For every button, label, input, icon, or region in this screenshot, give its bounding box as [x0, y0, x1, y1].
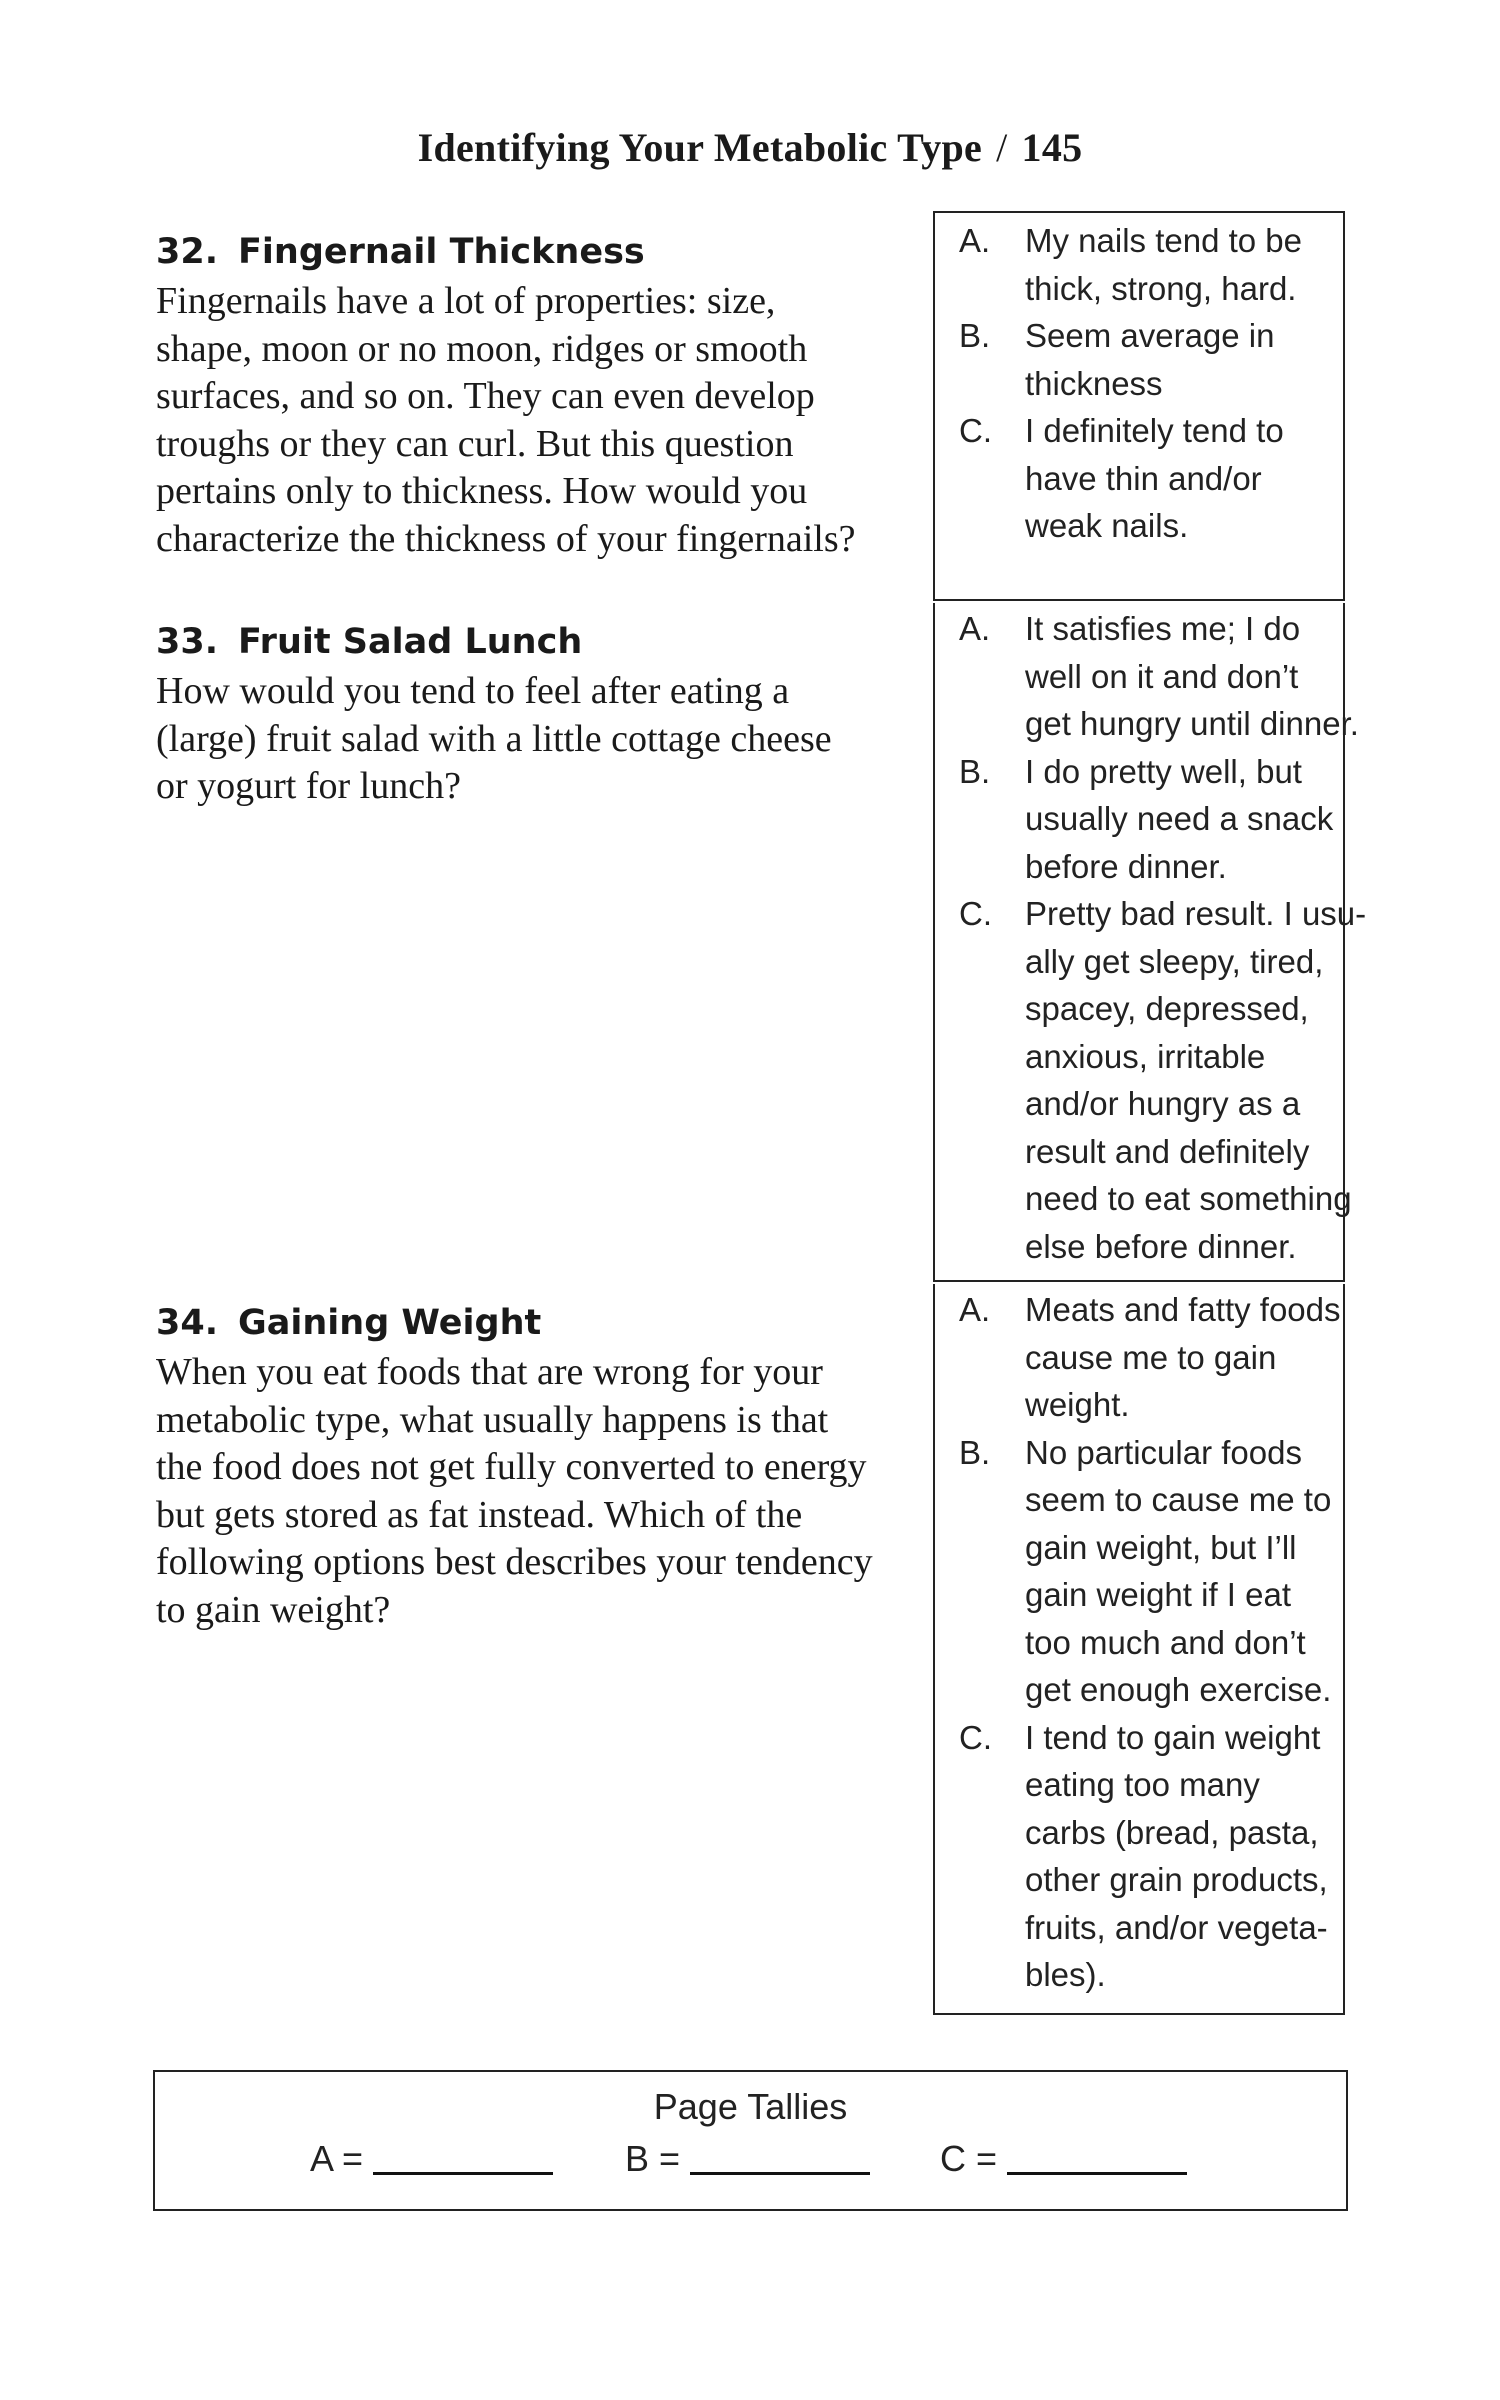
- option-line: usually need a snack: [1025, 800, 1334, 837]
- question-heading: [156, 1297, 916, 1349]
- option-letter: B.: [959, 752, 991, 790]
- body-line: metabolic type, what usually happens is that: [156, 1398, 829, 1441]
- body-line: (large) fruit salad with a little cottage cheese: [156, 717, 832, 760]
- option-line: before dinner.: [1025, 847, 1227, 885]
- body-line: How would you tend to feel after eating a: [156, 670, 790, 712]
- option-line: I definitely tend to: [1025, 412, 1284, 449]
- option-letter: C.: [959, 1718, 992, 1756]
- option-text: [1025, 407, 1343, 550]
- option-line: I tend to gain weight: [1025, 1718, 1321, 1756]
- question-3: [156, 1297, 916, 1634]
- answer-options-box: [933, 211, 1345, 601]
- question-heading: [156, 616, 916, 668]
- answer-option-b[interactable]: [935, 312, 1343, 407]
- tally-a-blank[interactable]: [373, 2138, 553, 2175]
- question-body: [156, 1349, 916, 1634]
- option-text: [1025, 312, 1343, 407]
- option-text: [1025, 890, 1367, 1270]
- question-2: [156, 616, 916, 811]
- question-title: Gaining Weight: [238, 1303, 542, 1343]
- option-letter: A.: [959, 610, 991, 647]
- option-letter: B.: [959, 1433, 991, 1471]
- option-text: [1025, 748, 1343, 891]
- option-line: gain weight, but I’ll: [1025, 1528, 1297, 1566]
- body-line: troughs or they can curl. But this question: [156, 422, 794, 465]
- option-line: gain weight if I eat: [1025, 1576, 1291, 1613]
- answer-option-b[interactable]: [935, 748, 1343, 891]
- option-line: seem to cause me to: [1025, 1481, 1332, 1518]
- page-tallies-title: Page Tallies: [653, 2086, 848, 2127]
- tally-c-label: C =: [940, 2138, 998, 2179]
- running-header: [0, 124, 1500, 171]
- option-line: eating too many: [1025, 1766, 1260, 1803]
- body-line: the food does not get fully converted to energy: [156, 1446, 867, 1488]
- body-line: pertains only to thickness. How would you: [156, 470, 808, 512]
- body-line: following options best describes your tendency: [156, 1541, 873, 1583]
- option-line: No particular foods: [1025, 1433, 1302, 1471]
- option-line: weight.: [1025, 1386, 1130, 1423]
- option-line: result and definitely: [1025, 1132, 1310, 1170]
- option-line: cause me to gain: [1025, 1338, 1277, 1376]
- option-line: well on it and don’t: [1025, 657, 1299, 695]
- option-text: [1025, 1429, 1343, 1714]
- option-line: thickness: [1025, 364, 1163, 402]
- answer-option-a[interactable]: [935, 217, 1343, 312]
- answer-option-c[interactable]: [935, 890, 1367, 1270]
- page-tallies-box: [153, 2070, 1348, 2211]
- option-text: [1025, 1286, 1343, 1429]
- option-text: [1025, 1714, 1343, 1999]
- body-line: shape, moon or no moon, ridges or smooth: [156, 327, 808, 370]
- question-number: 33.: [156, 622, 219, 662]
- option-line: get hungry until dinner.: [1025, 705, 1359, 742]
- body-line: to gain weight?: [156, 1588, 391, 1631]
- question-1: [156, 226, 916, 563]
- option-line: bles).: [1025, 1956, 1106, 1993]
- option-line: need to eat something: [1025, 1180, 1352, 1217]
- question-body: [156, 278, 916, 563]
- body-line: surfaces, and so on. They can even develop: [156, 375, 815, 417]
- option-line: anxious, irritable: [1025, 1037, 1266, 1075]
- question-body: [156, 668, 916, 811]
- option-line: else before dinner.: [1025, 1227, 1297, 1265]
- question-number: 34.: [156, 1303, 219, 1343]
- tally-b-label: B =: [625, 2138, 681, 2179]
- option-text: [1025, 217, 1343, 312]
- option-line: spacey, depressed,: [1025, 990, 1309, 1027]
- option-line: I do pretty well, but: [1025, 752, 1302, 790]
- body-line: When you eat foods that are wrong for your: [156, 1351, 823, 1393]
- option-letter: A.: [959, 1291, 991, 1328]
- body-line: characterize the thickness of your fingernails?: [156, 517, 856, 560]
- body-line: Fingernails have a lot of properties: size,: [156, 280, 776, 322]
- answer-option-c[interactable]: [935, 1714, 1343, 1999]
- option-line: too much and don’t: [1025, 1623, 1306, 1661]
- option-letter: B.: [959, 317, 991, 354]
- option-line: other grain products,: [1025, 1861, 1328, 1898]
- question-title: Fingernail Thickness: [238, 232, 645, 272]
- header-separator: /: [996, 125, 1008, 170]
- answer-option-c[interactable]: [935, 407, 1343, 550]
- answer-options-box: [933, 1284, 1345, 2015]
- option-letter: C.: [959, 412, 992, 449]
- option-line: ally get sleepy, tired,: [1025, 942, 1324, 980]
- tally-a-label: A =: [310, 2138, 364, 2179]
- tally-b-blank[interactable]: [690, 2138, 870, 2175]
- chapter-title: Identifying Your Metabolic Type: [417, 125, 983, 170]
- option-line: Meats and fatty foods: [1025, 1291, 1341, 1328]
- option-letter: C.: [959, 895, 992, 932]
- option-line: Seem average in: [1025, 317, 1275, 354]
- question-title: Fruit Salad Lunch: [238, 622, 583, 662]
- option-line: My nails tend to be: [1025, 222, 1302, 259]
- page-number: 145: [1021, 125, 1083, 170]
- option-line: It satisfies me; I do: [1025, 610, 1301, 647]
- question-number: 32.: [156, 232, 219, 272]
- option-line: have thin and/or: [1025, 459, 1262, 497]
- answer-option-a[interactable]: [935, 1286, 1343, 1429]
- question-heading: [156, 226, 916, 278]
- option-line: fruits, and/or vegeta-: [1025, 1908, 1328, 1946]
- answer-option-b[interactable]: [935, 1429, 1343, 1714]
- answer-option-a[interactable]: [935, 605, 1359, 748]
- option-line: Pretty bad result. I usu-: [1025, 895, 1367, 932]
- body-line: or yogurt for lunch?: [156, 765, 461, 807]
- option-text: [1025, 605, 1359, 748]
- option-line: get enough exercise.: [1025, 1671, 1332, 1708]
- answer-options-box: [933, 603, 1367, 1282]
- option-line: weak nails.: [1025, 507, 1189, 544]
- tally-c-blank[interactable]: [1007, 2138, 1187, 2175]
- option-line: carbs (bread, pasta,: [1025, 1813, 1319, 1851]
- option-line: thick, strong, hard.: [1025, 269, 1297, 307]
- option-letter: A.: [959, 222, 991, 259]
- option-line: and/or hungry as a: [1025, 1085, 1301, 1122]
- body-line: but gets stored as fat instead. Which of the: [156, 1493, 803, 1536]
